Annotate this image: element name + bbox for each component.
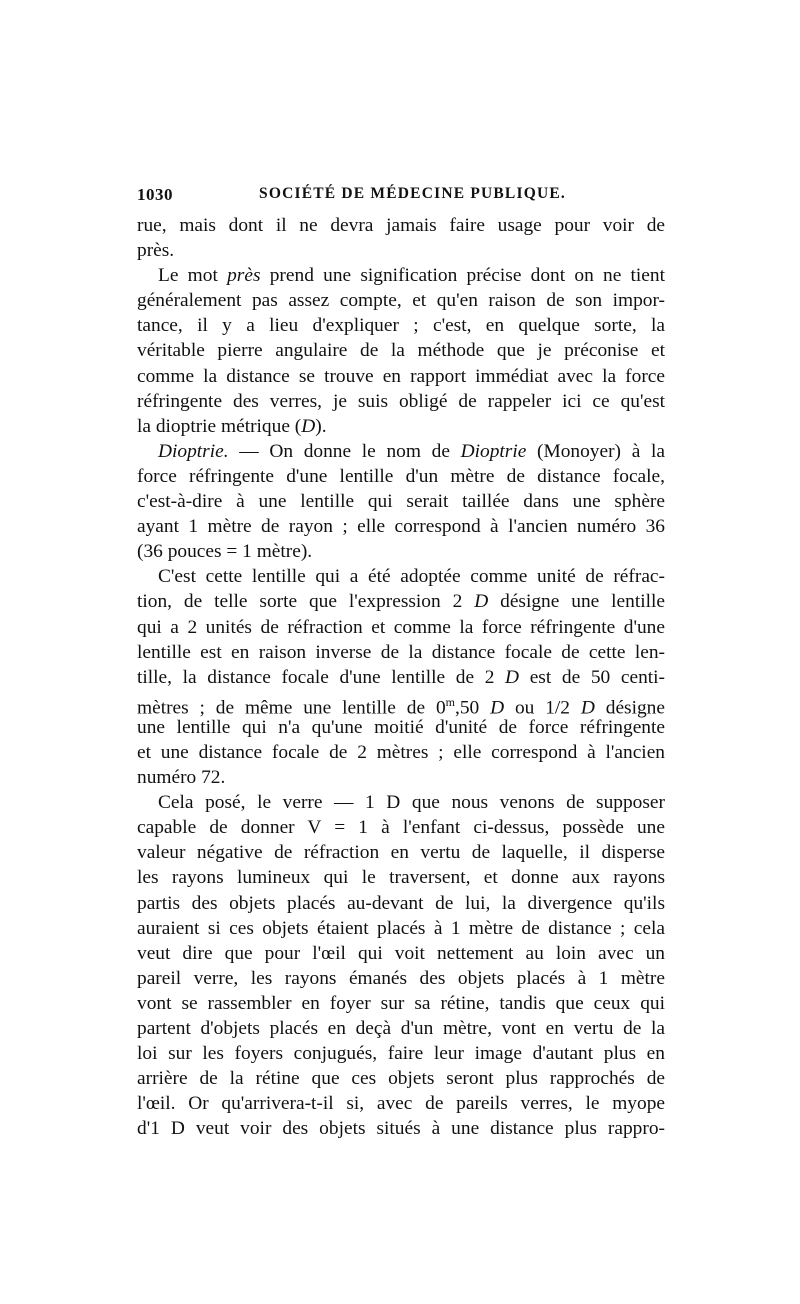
- text-segment: est de 50 centi-: [519, 666, 665, 688]
- text-segment: la dioptrie métrique (: [137, 415, 302, 437]
- text-line: [137, 1041, 665, 1066]
- text-line: [137, 213, 665, 238]
- text-segment: pareil verre, les rayons émanés des objets placés à 1 mètre: [137, 967, 665, 989]
- text-line: [137, 1066, 665, 1091]
- body-text: [137, 213, 665, 1141]
- text-line: [137, 1116, 665, 1141]
- text-segment: partent d'objets placés en deçà d'un mètre, vont en vertu de la: [137, 1018, 665, 1039]
- running-title: SOCIÉTÉ DE MÉDECINE PUBLIQUE.: [259, 185, 566, 202]
- text-segment: capable de donner V = 1 à l'enfant ci-dessus, possède une: [137, 817, 665, 839]
- text-line: [137, 916, 665, 941]
- page-header: [137, 185, 665, 213]
- text-line: [137, 489, 665, 514]
- italic-text: Dioptrie: [460, 440, 527, 462]
- italic-text: D: [505, 666, 520, 688]
- text-line: [137, 564, 665, 589]
- italic-text: D: [490, 697, 505, 719]
- text-line: [137, 991, 665, 1016]
- italic-text: D: [301, 415, 316, 437]
- text-segment: l'œil. Or qu'arrivera-t-il si, avec de pareils verres, le myope: [137, 1093, 665, 1115]
- text-line: [137, 364, 665, 389]
- text-segment: ).: [315, 415, 327, 437]
- text-line: [137, 690, 665, 719]
- text-line: [137, 238, 665, 263]
- text-line: [137, 389, 665, 414]
- text-line: [137, 338, 665, 363]
- text-segment: qui a 2 unités de réfraction et comme la force réfringente d'une: [137, 616, 665, 638]
- text-segment: arrière de la rétine que ces objets seront plus rapprochés de: [137, 1068, 665, 1090]
- text-segment: désigne: [594, 697, 665, 719]
- text-segment: vont se rassembler en foyer sur sa rétine, tandis que ceux qui: [137, 992, 665, 1014]
- text-segment: désigne une lentille: [488, 591, 665, 613]
- superscript-text: m: [445, 694, 455, 709]
- text-line: [137, 1091, 665, 1116]
- text-segment: d'1 D veut voir des objets situés à une distance plus rappro-: [137, 1118, 665, 1140]
- text-segment: valeur négative de réfraction en vertu de laquelle, il disperse: [137, 842, 665, 864]
- text-line: [137, 288, 665, 313]
- italic-text: D: [580, 697, 595, 719]
- text-segment: rue, mais dont il ne devra jamais faire usage pour voir de: [137, 215, 665, 236]
- text-segment: C'est cette lentille qui a été adoptée comme unité de réfrac-: [158, 566, 665, 588]
- text-segment: numéro 72.: [137, 767, 226, 789]
- text-segment: une lentille qui n'a qu'une moitié d'unité de force réfringente: [137, 716, 665, 738]
- text-line: [137, 790, 665, 815]
- text-segment: (Monoyer) à la: [526, 440, 665, 462]
- text-line: [137, 891, 665, 916]
- text-line: [137, 313, 665, 338]
- text-segment: partis des objets placés au-devant de lui, la divergence qu'ils: [137, 892, 665, 914]
- text-segment: mètres ; de même une lentille de 0: [137, 697, 446, 719]
- text-line: [137, 514, 665, 539]
- text-line: [137, 765, 665, 790]
- text-segment: réfringente des verres, je suis obligé de rappeler ici ce qu'est: [137, 390, 665, 412]
- text-line: [137, 464, 665, 489]
- text-segment: auraient si ces objets étaient placés à 1 mètre de distance ; cela: [137, 917, 665, 939]
- text-segment: ayant 1 mètre de rayon ; elle correspond à l'ancien numéro 36: [137, 516, 665, 538]
- text-line: [137, 865, 665, 890]
- text-line: [137, 815, 665, 840]
- text-segment: tance, il y a lieu d'expliquer ; c'est, en quelque sorte, la: [137, 315, 665, 337]
- text-segment: véritable pierre angulaire de la méthode que je préconise et: [137, 340, 665, 362]
- text-segment: tille, la distance focale d'une lentille de 2: [137, 666, 506, 688]
- italic-text: Dioptrie.: [158, 440, 229, 462]
- text-line: [137, 439, 665, 464]
- text-segment: Le mot: [158, 265, 228, 287]
- text-line: [137, 740, 665, 765]
- text-segment: Cela posé, le verre — 1 D que nous venons de supposer: [158, 792, 665, 814]
- text-line: [137, 665, 665, 690]
- text-segment: et une distance focale de 2 mètres ; elle correspond à l'ancien: [137, 741, 665, 763]
- text-segment: comme la distance se trouve en rapport immédiat avec la force: [137, 365, 665, 387]
- text-segment: loi sur les foyers conjugués, faire leur image d'autant plus en: [137, 1043, 665, 1065]
- text-segment: tion, de telle sorte que l'expression 2: [137, 591, 475, 613]
- text-line: [137, 966, 665, 991]
- text-line: [137, 1016, 665, 1041]
- page-number: 1030: [137, 185, 173, 204]
- text-segment: généralement pas assez compte, et qu'en raison de son impor-: [137, 290, 665, 312]
- text-segment: lentille est en raison inverse de la distance focale de cette len-: [137, 641, 665, 663]
- text-line: [137, 941, 665, 966]
- text-segment: près.: [137, 240, 175, 262]
- text-segment: c'est-à-dire à une lentille qui serait taillée dans une sphère: [137, 491, 665, 513]
- italic-text: près: [227, 265, 261, 287]
- text-line: [137, 715, 665, 740]
- text-line: [137, 414, 665, 439]
- text-segment: ,50: [454, 697, 491, 719]
- text-segment: — On donne le nom de: [228, 440, 461, 462]
- text-segment: force réfringente d'une lentille d'un mètre de distance focale,: [137, 465, 665, 487]
- text-line: [137, 539, 665, 564]
- text-segment: prend une signification précise dont on ne tient: [260, 265, 665, 287]
- text-segment: veut dire que pour l'œil qui voit nettement au loin avec un: [137, 942, 665, 964]
- text-line: [137, 840, 665, 865]
- italic-text: D: [474, 591, 489, 613]
- text-line: [137, 640, 665, 665]
- text-line: [137, 263, 665, 288]
- text-segment: ou 1/2: [504, 697, 581, 719]
- text-line: [137, 589, 665, 614]
- text-segment: les rayons lumineux qui le traversent, et donne aux rayons: [137, 867, 665, 889]
- text-segment: (36 pouces = 1 mètre).: [137, 541, 313, 563]
- text-line: [137, 615, 665, 640]
